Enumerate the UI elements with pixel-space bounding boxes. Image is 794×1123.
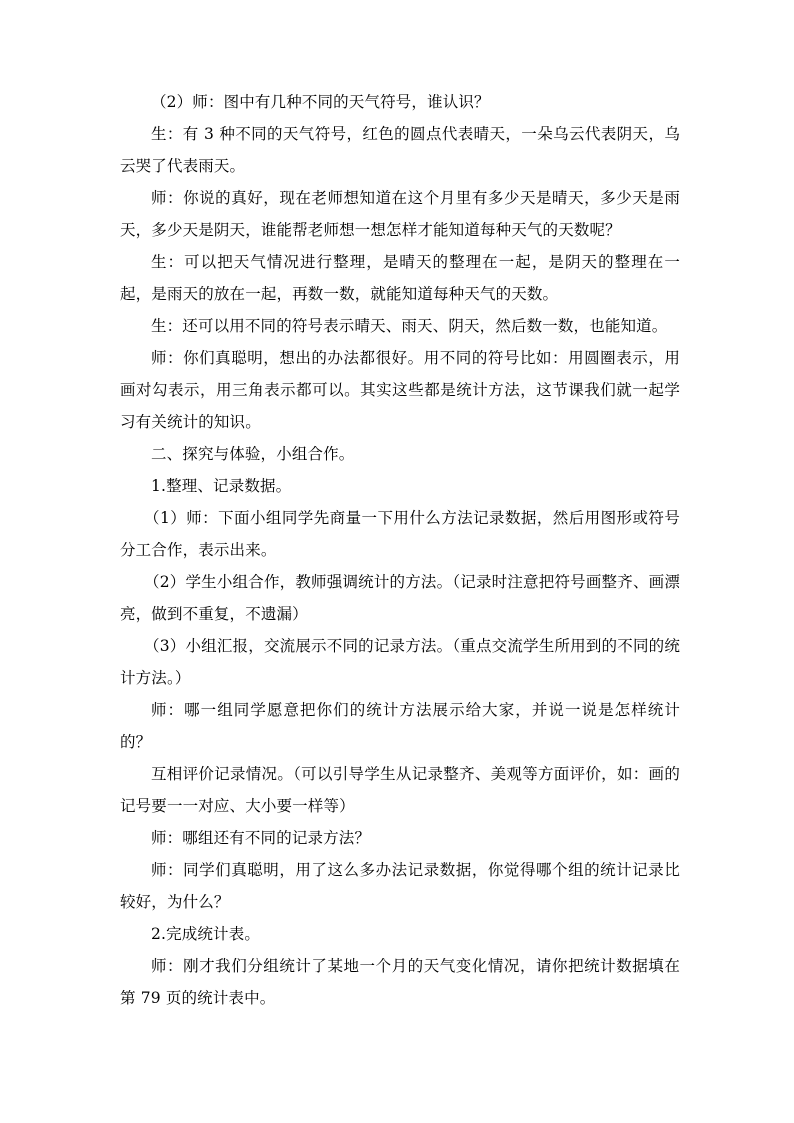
- paragraph-student-organize: 生：可以把天气情况进行整理，是晴天的整理在一起，是阴天的整理在一起，是雨天的放在一起，再数一数，就能知道每种天气的天数。: [120, 253, 680, 303]
- paragraph-student-answer-symbols: 生：有 3 种不同的天气符号，红色的圆点代表晴天，一朵乌云代表阴天，乌云哭了代表雨天。: [120, 125, 680, 175]
- paragraph-step-1: （1）师：下面小组同学先商量一下用什么方法记录数据，然后用图形或符号分工合作，表示出来。: [120, 509, 680, 559]
- paragraph-question-symbols: （2）师：图中有几种不同的天气符号，谁认识？: [151, 93, 490, 111]
- subheading-organize-record: 1.整理、记录数据。: [151, 477, 292, 495]
- paragraph-teacher-fill-table: 师：刚才我们分组统计了某地一个月的天气变化情况，请你把统计数据填在第 79 页的统计表中。: [120, 957, 680, 1007]
- paragraph-teacher-other-methods: 师：哪组还有不同的记录方法？: [151, 829, 371, 847]
- document-body: [120, 86, 680, 1014]
- paragraph-step-2: （2）学生小组合作，教师强调统计的方法。（记录时注意把符号画整齐、画漂亮，做到不重复，不遗漏）: [120, 573, 680, 623]
- section-heading-explore: 二、探究与体验，小组合作。: [151, 445, 355, 463]
- paragraph-step-3: （3）小组汇报，交流展示不同的记录方法。（重点交流学生所用到的不同的统计方法。）: [120, 637, 680, 687]
- paragraph-student-symbols: 生：还可以用不同的符号表示晴天、雨天、阴天，然后数一数，也能知道。: [151, 317, 668, 335]
- paragraph-teacher-statistics-intro: 师：你们真聪明，想出的办法都很好。用不同的符号比如：用圆圈表示，用画对勾表示，用三角表示都可以。其实这些都是统计方法，这节课我们就一起学习有关统计的知识。: [120, 349, 680, 431]
- paragraph-peer-evaluation: 互相评价记录情况。（可以引导学生从记录整齐、美观等方面评价，如：画的记号要一一对应、大小要一样等）: [120, 765, 680, 815]
- paragraph-teacher-count-days: 师：你说的真好，现在老师想知道在这个月里有多少天是晴天，多少天是雨天，多少天是阴天，谁能帮老师想一想怎样才能知道每种天气的天数呢？: [120, 189, 680, 239]
- paragraph-teacher-show-method: 师：哪一组同学愿意把你们的统计方法展示给大家，并说一说是怎样统计的？: [120, 701, 680, 751]
- subheading-complete-table: 2.完成统计表。: [151, 925, 260, 943]
- paragraph-teacher-which-group: 师：同学们真聪明，用了这么多办法记录数据，你觉得哪个组的统计记录比较好，为什么？: [120, 861, 680, 911]
